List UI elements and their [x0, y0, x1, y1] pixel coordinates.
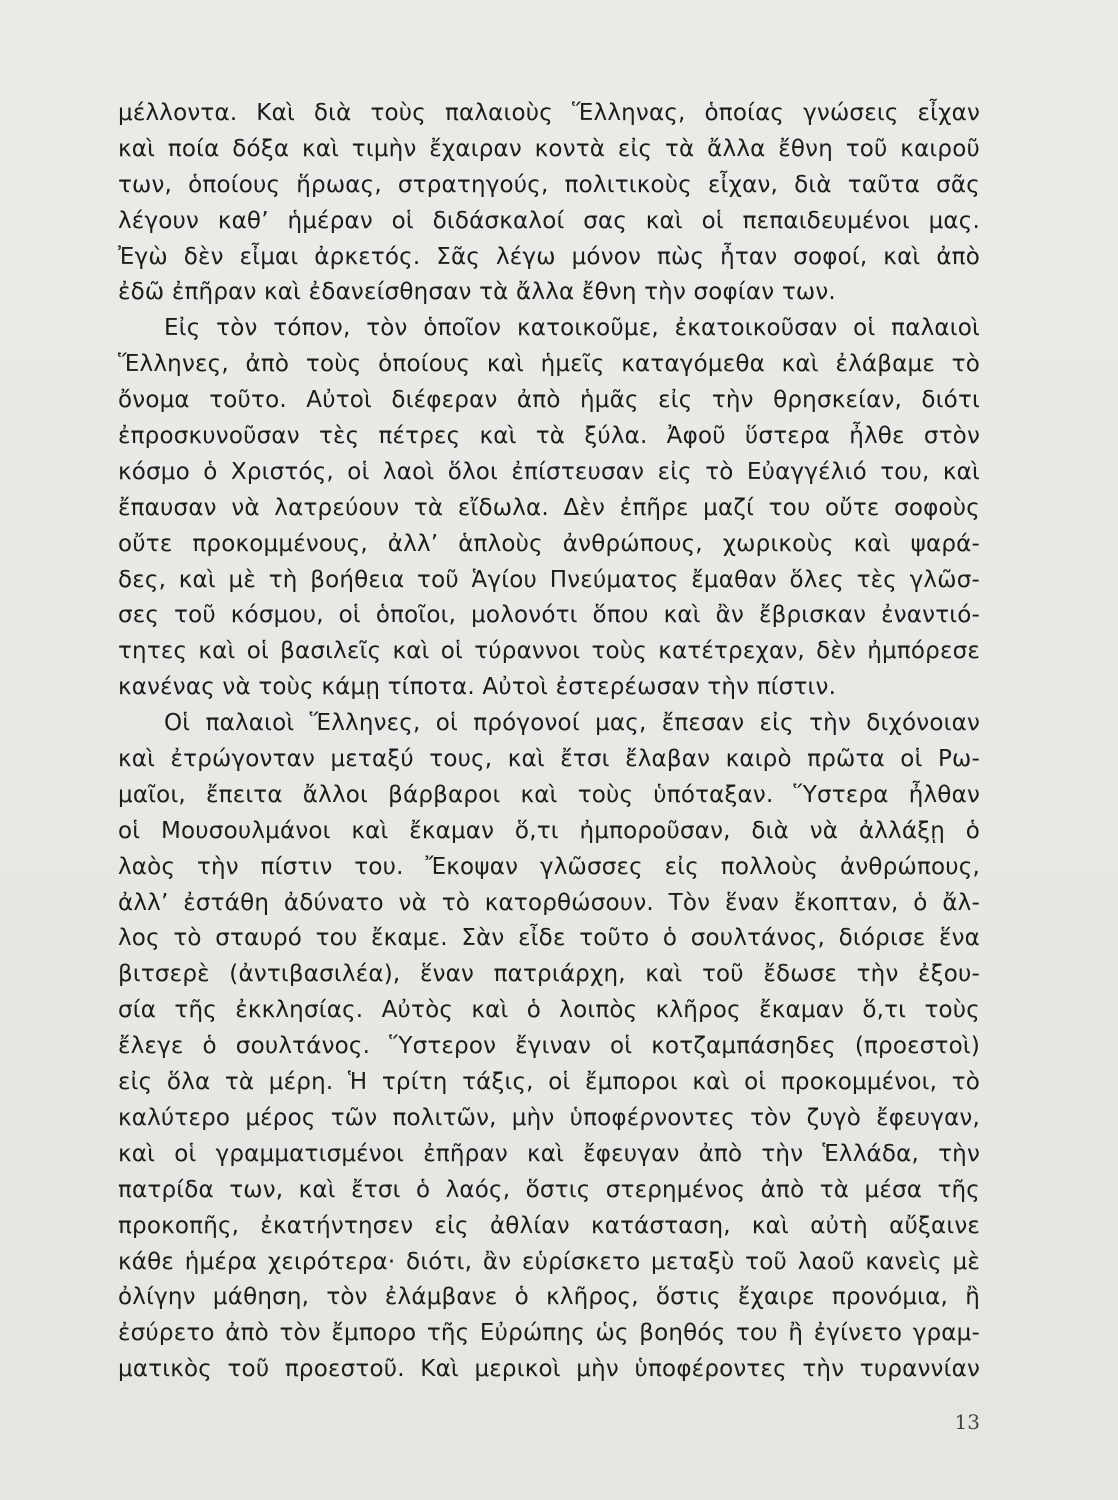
text-line: λαὸς τὴν πίστιν του. Ἔκοψαν γλῶσσες εἰς πολλοὺς ἀνθρώπους,	[118, 853, 980, 880]
text-line: δες, καὶ μὲ τὴ βοήθεια τοῦ Ἁγίου Πνεύματος ἔμαθαν ὅλες τὲς γλῶσ-	[118, 566, 980, 593]
text-line: σες τοῦ κόσμου, οἱ ὁποῖοι, μολονότι ὅπου καὶ ἂν ἔβρισκαν ἐναντιό-	[118, 602, 980, 629]
text-line: βιτσερὲ (ἀντιβασιλέα), ἕναν πατριάρχη, καὶ τοῦ ἔδωσε τὴν ἐξου-	[118, 961, 980, 988]
text-line: ἐδῶ ἐπῆραν καὶ ἐδανείσθησαν τὰ ἄλλα ἔθνη τὴν σοφίαν των.	[118, 279, 836, 306]
text-line: των, ὁποίους ἥρωας, στρατηγούς, πολιτικοὺς εἶχαν, διὰ ταῦτα σᾶς	[118, 171, 980, 198]
text-line: ὀλίγην μάθηση, τὸν ἐλάμβανε ὁ κλῆρος, ὅστις ἔχαιρε προνόμια, ἢ	[118, 1284, 980, 1311]
text-line: κόσμο ὁ Χριστός, οἱ λαοὶ ὅλοι ἐπίστευσαν εἰς τὸ Εὐαγγέλιό του, καὶ	[118, 458, 980, 485]
text-line: ἐπροσκυνοῦσαν τὲς πέτρες καὶ τὰ ξύλα. Ἀφοῦ ὕστερα ἦλθε στὸν	[118, 423, 980, 450]
text-line: πατρίδα των, καὶ ἔτσι ὁ λαός, ὅστις στερημένος ἀπὸ τὰ μέσα τῆς	[118, 1176, 980, 1203]
text-line: κάθε ἡμέρα χειρότερα· διότι, ἂν εὑρίσκετο μεταξὺ τοῦ λαοῦ κανεὶς μὲ	[118, 1248, 980, 1275]
text-line: καλύτερο μέρος τῶν πολιτῶν, μὴν ὑποφέρνοντες τὸν ζυγὸ ἔφευγαν,	[118, 1104, 980, 1131]
body-text	[118, 96, 980, 1388]
text-line: καὶ ἐτρώγονταν μεταξύ τους, καὶ ἔτσι ἔλαβαν καιρὸ πρῶτα οἱ Ρω-	[118, 746, 980, 773]
text-line: καὶ οἱ γραμματισμένοι ἐπῆραν καὶ ἔφευγαν ἀπὸ τὴν Ἑλλάδα, τὴν	[118, 1140, 980, 1167]
text-line: ἀλλ’ ἐστάθη ἀδύνατο νὰ τὸ κατορθώσουν. Τὸν ἕναν ἔκοπταν, ὁ ἄλ-	[118, 889, 980, 916]
text-line: κανένας νὰ τοὺς κάμῃ τίποτα. Αὐτοὶ ἐστερέωσαν τὴν πίστιν.	[118, 674, 837, 701]
text-line: προκοπῆς, ἐκατήντησεν εἰς ἀθλίαν κατάσταση, καὶ αὐτὴ αὔξαινε	[118, 1212, 980, 1239]
text-line: ἐσύρετο ἀπὸ τὸν ἔμπορο τῆς Εὐρώπης ὡς βοηθός του ἢ ἐγίνετο γραμ-	[118, 1320, 980, 1347]
text-line: ἔπαυσαν νὰ λατρεύουν τὰ εἴδωλα. Δὲν ἐπῆρε μαζί του οὔτε σοφοὺς	[118, 494, 980, 521]
text-line: ματικὸς τοῦ προεστοῦ. Καὶ μερικοὶ μὴν ὑποφέροντες τὴν τυραννίαν	[118, 1356, 980, 1383]
text-line: μέλλοντα. Καὶ διὰ τοὺς παλαιοὺς Ἕλληνας, ὁποίας γνώσεις εἶχαν	[118, 100, 980, 126]
paragraph-start-line: Εἰς τὸν τόπον, τὸν ὁποῖον κατοικοῦμε, ἐκατοικοῦσαν οἱ παλαιοὶ	[164, 315, 980, 342]
text-line: μαῖοι, ἔπειτα ἄλλοι βάρβαροι καὶ τοὺς ὑπόταξαν. Ὕστερα ἦλθαν	[118, 781, 980, 808]
text-line: καὶ ποία δόξα καὶ τιμὴν ἔχαιραν κοντὰ εἰς τὰ ἄλλα ἔθνη τοῦ καιροῦ	[118, 135, 980, 162]
text-line: Ἐγὼ δὲν εἶμαι ἀρκετός. Σᾶς λέγω μόνον πὼς ἦταν σοφοί, καὶ ἀπὸ	[118, 243, 980, 270]
paragraph-start-line: Οἱ παλαιοὶ Ἕλληνες, οἱ πρόγονοί μας, ἔπεσαν εἰς τὴν διχόνοιαν	[164, 710, 980, 737]
text-line: ὄνομα τοῦτο. Αὐτοὶ διέφεραν ἀπὸ ἡμᾶς εἰς τὴν θρησκείαν, διότι	[118, 387, 980, 414]
text-line: οἱ Μουσουλμάνοι καὶ ἔκαμαν ὅ,τι ἠμποροῦσαν, διὰ νὰ ἀλλάξῃ ὁ	[118, 817, 980, 844]
text-line: ἔλεγε ὁ σουλτάνος. Ὕστερον ἔγιναν οἱ κοτζαμπάσηδες (προεστοὶ)	[118, 1033, 980, 1060]
text-line: οὔτε προκομμένους, ἀλλ’ ἁπλοὺς ἀνθρώπους, χωρικοὺς καὶ ψαρά-	[118, 530, 980, 557]
text-line: σία τῆς ἐκκλησίας. Αὐτὸς καὶ ὁ λοιπὸς κλῆρος ἔκαμαν ὅ,τι τοὺς	[118, 997, 980, 1024]
text-line: λέγουν καθ’ ἡμέραν οἱ διδάσκαλοί σας καὶ οἱ πεπαιδευμένοι μας.	[118, 207, 980, 234]
page-number: 13	[954, 1410, 980, 1434]
text-line: τητες καὶ οἱ βασιλεῖς καὶ οἱ τύραννοι τοὺς κατέτρεχαν, δὲν ἠμπόρεσε	[118, 638, 980, 665]
text-line: Ἕλληνες, ἀπὸ τοὺς ὁποίους καὶ ἡμεῖς καταγόμεθα καὶ ἐλάβαμε τὸ	[118, 351, 980, 378]
text-line: εἰς ὅλα τὰ μέρη. Ἡ τρίτη τάξις, οἱ ἔμποροι καὶ οἱ προκομμένοι, τὸ	[118, 1069, 980, 1096]
text-line: λος τὸ σταυρό του ἔκαμε. Σὰν εἶδε τοῦτο ὁ σουλτάνος, διόρισε ἕνα	[118, 925, 980, 952]
